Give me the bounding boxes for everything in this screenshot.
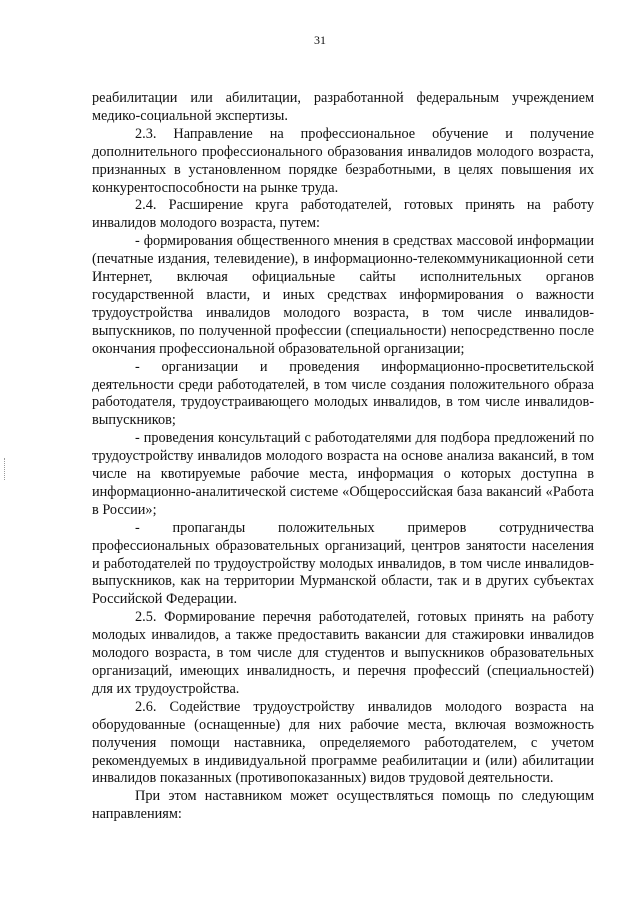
paragraph: - проведения консультаций с работодателями для подбора предложений по трудоустройству инвалидов молодого возраста на основе анализа вакансий, в том числе на квотируемые рабочие места, информация о которых доступна в информационно-аналитической системе «Общероссийская база вакансий «Работа в России»; xyxy=(92,430,594,518)
document-body xyxy=(92,90,594,824)
paragraph: - пропаганды положительных примеров сотрудничества профессиональных образовательных организаций, центров занятости населения и работодателей по трудоустройству молодых инвалидов, в том числе инвалидов-выпускников, как на территории Мурманской области, так и в других субъектах Российской Федерации. xyxy=(92,519,594,608)
paragraph: 2.6. Содействие трудоустройству инвалидов молодого возраста на оборудованные (оснащенные) для них рабочие места, включая возможность получения помощи наставника, определяемого работодателем, с учетом рекомендуемых в индивидуальной программе реабилитации и (или) абилитации инвалидов показанных (противопоказанных) видов трудовой деятельности. xyxy=(92,698,594,787)
page-number: 31 xyxy=(314,33,326,47)
paragraph: При этом наставником может осуществляться помощь по следующим направлениям: xyxy=(92,788,594,823)
paragraph: 2.3. Направление на профессиональное обучение и получение дополнительного профессионального образования инвалидов молодого возраста, признанных в установленном порядке безработными, в целях повышения их конкурентоспособности на рынке труда. xyxy=(92,125,594,196)
paragraph: - организации и проведения информационно-просветительской деятельности среди работодателей, в том числе создания положительного образа работодателя, трудоустраивающего молодых инвалидов, в том числе инвалидов-выпускников; xyxy=(92,358,594,429)
paragraph: 2.4. Расширение круга работодателей, готовых принять на работу инвалидов молодого возраста, путем: xyxy=(92,197,594,232)
scan-margin-mark xyxy=(4,458,8,480)
paragraph: - формирования общественного мнения в средствах массовой информации (печатные издания, телевидение), в информационно-телекоммуникационной сети Интернет, включая официальные сайты исполнительных органов государственной власти, и иных средствах информирования о важности трудоустройства инвалидов молодого возраста, в том числе инвалидов-выпускников, по полученной профессии (специальности) непосредственно после окончания профессиональной образовательной организации; xyxy=(92,233,594,357)
paragraph: 2.5. Формирование перечня работодателей, готовых принять на работу молодых инвалидов, а также предоставить вакансии для стажировки инвалидов молодого возраста, в том числе для студентов и выпускников образовательных организаций, имеющих инвалидность, и перечня профессий (специальностей) для их трудоустройства. xyxy=(92,609,594,697)
paragraph: реабилитации или абилитации, разработанной федеральным учреждением медико-социальной экспертизы. xyxy=(92,90,594,124)
